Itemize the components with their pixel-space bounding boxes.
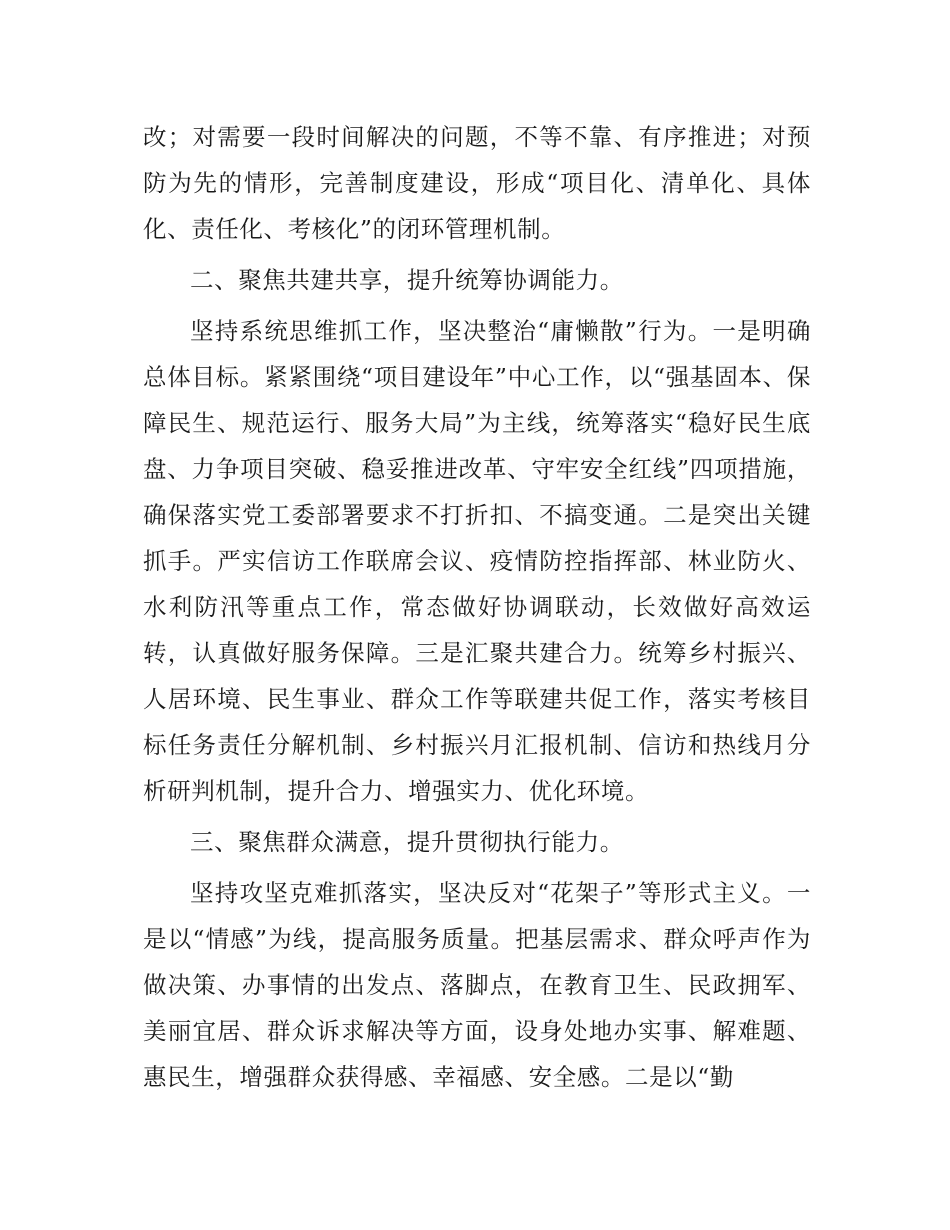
- paragraph-section-2: 坚持系统思维抓工作，坚决整治“庸懒散”行为。一是明确总体目标。紧紧围绕“项目建设年”中心工作，以“强基固本、保障民生、规范运行、服务大局”为主线，统筹落实“稳好民生底盘、力争项目突破、稳妥推进改革、守牢安全红线”四项措施，确保落实党工委部署要求不打折扣、不搞变通。二是突出关键抓手。严实信访工作联席会议、疫情防控指挥部、林业防火、水利防汛等重点工作，常态做好协调联动，长效做好高效运转，认真做好服务保障。三是汇聚共建合力。统筹乡村振兴、人居环境、民生事业、群众工作等联建共促工作，落实考核目标任务责任分解机制、乡村振兴月汇报机制、信访和热线月分析研判机制，提升合力、增强实力、优化环境。: [143, 317, 811, 805]
- document-body: [143, 114, 811, 1105]
- section-heading-2: 二、聚焦共建共享，提升统筹协调能力。: [190, 266, 624, 294]
- paragraph-section-3: 坚持攻坚克难抓落实，坚决反对“花架子”等形式主义。一是以“情感”为线，提高服务质量。把基层需求、群众呼声作为做决策、办事情的出发点、落脚点，在教育卫生、民政拥军、美丽宜居、群众诉求解决等方面，设身处地办实事、解难题、惠民生，增强群众获得感、幸福感、安全感。二是以“勤: [143, 879, 811, 1091]
- paragraph-continuation: 改；对需要一段时间解决的问题，不等不靠、有序推进；对预防为先的情形，完善制度建设，形成“项目化、清单化、具体化、责任化、考核化”的闭环管理机制。: [143, 123, 811, 243]
- section-heading-3: 三、聚焦群众满意，提升贯彻执行能力。: [190, 828, 624, 856]
